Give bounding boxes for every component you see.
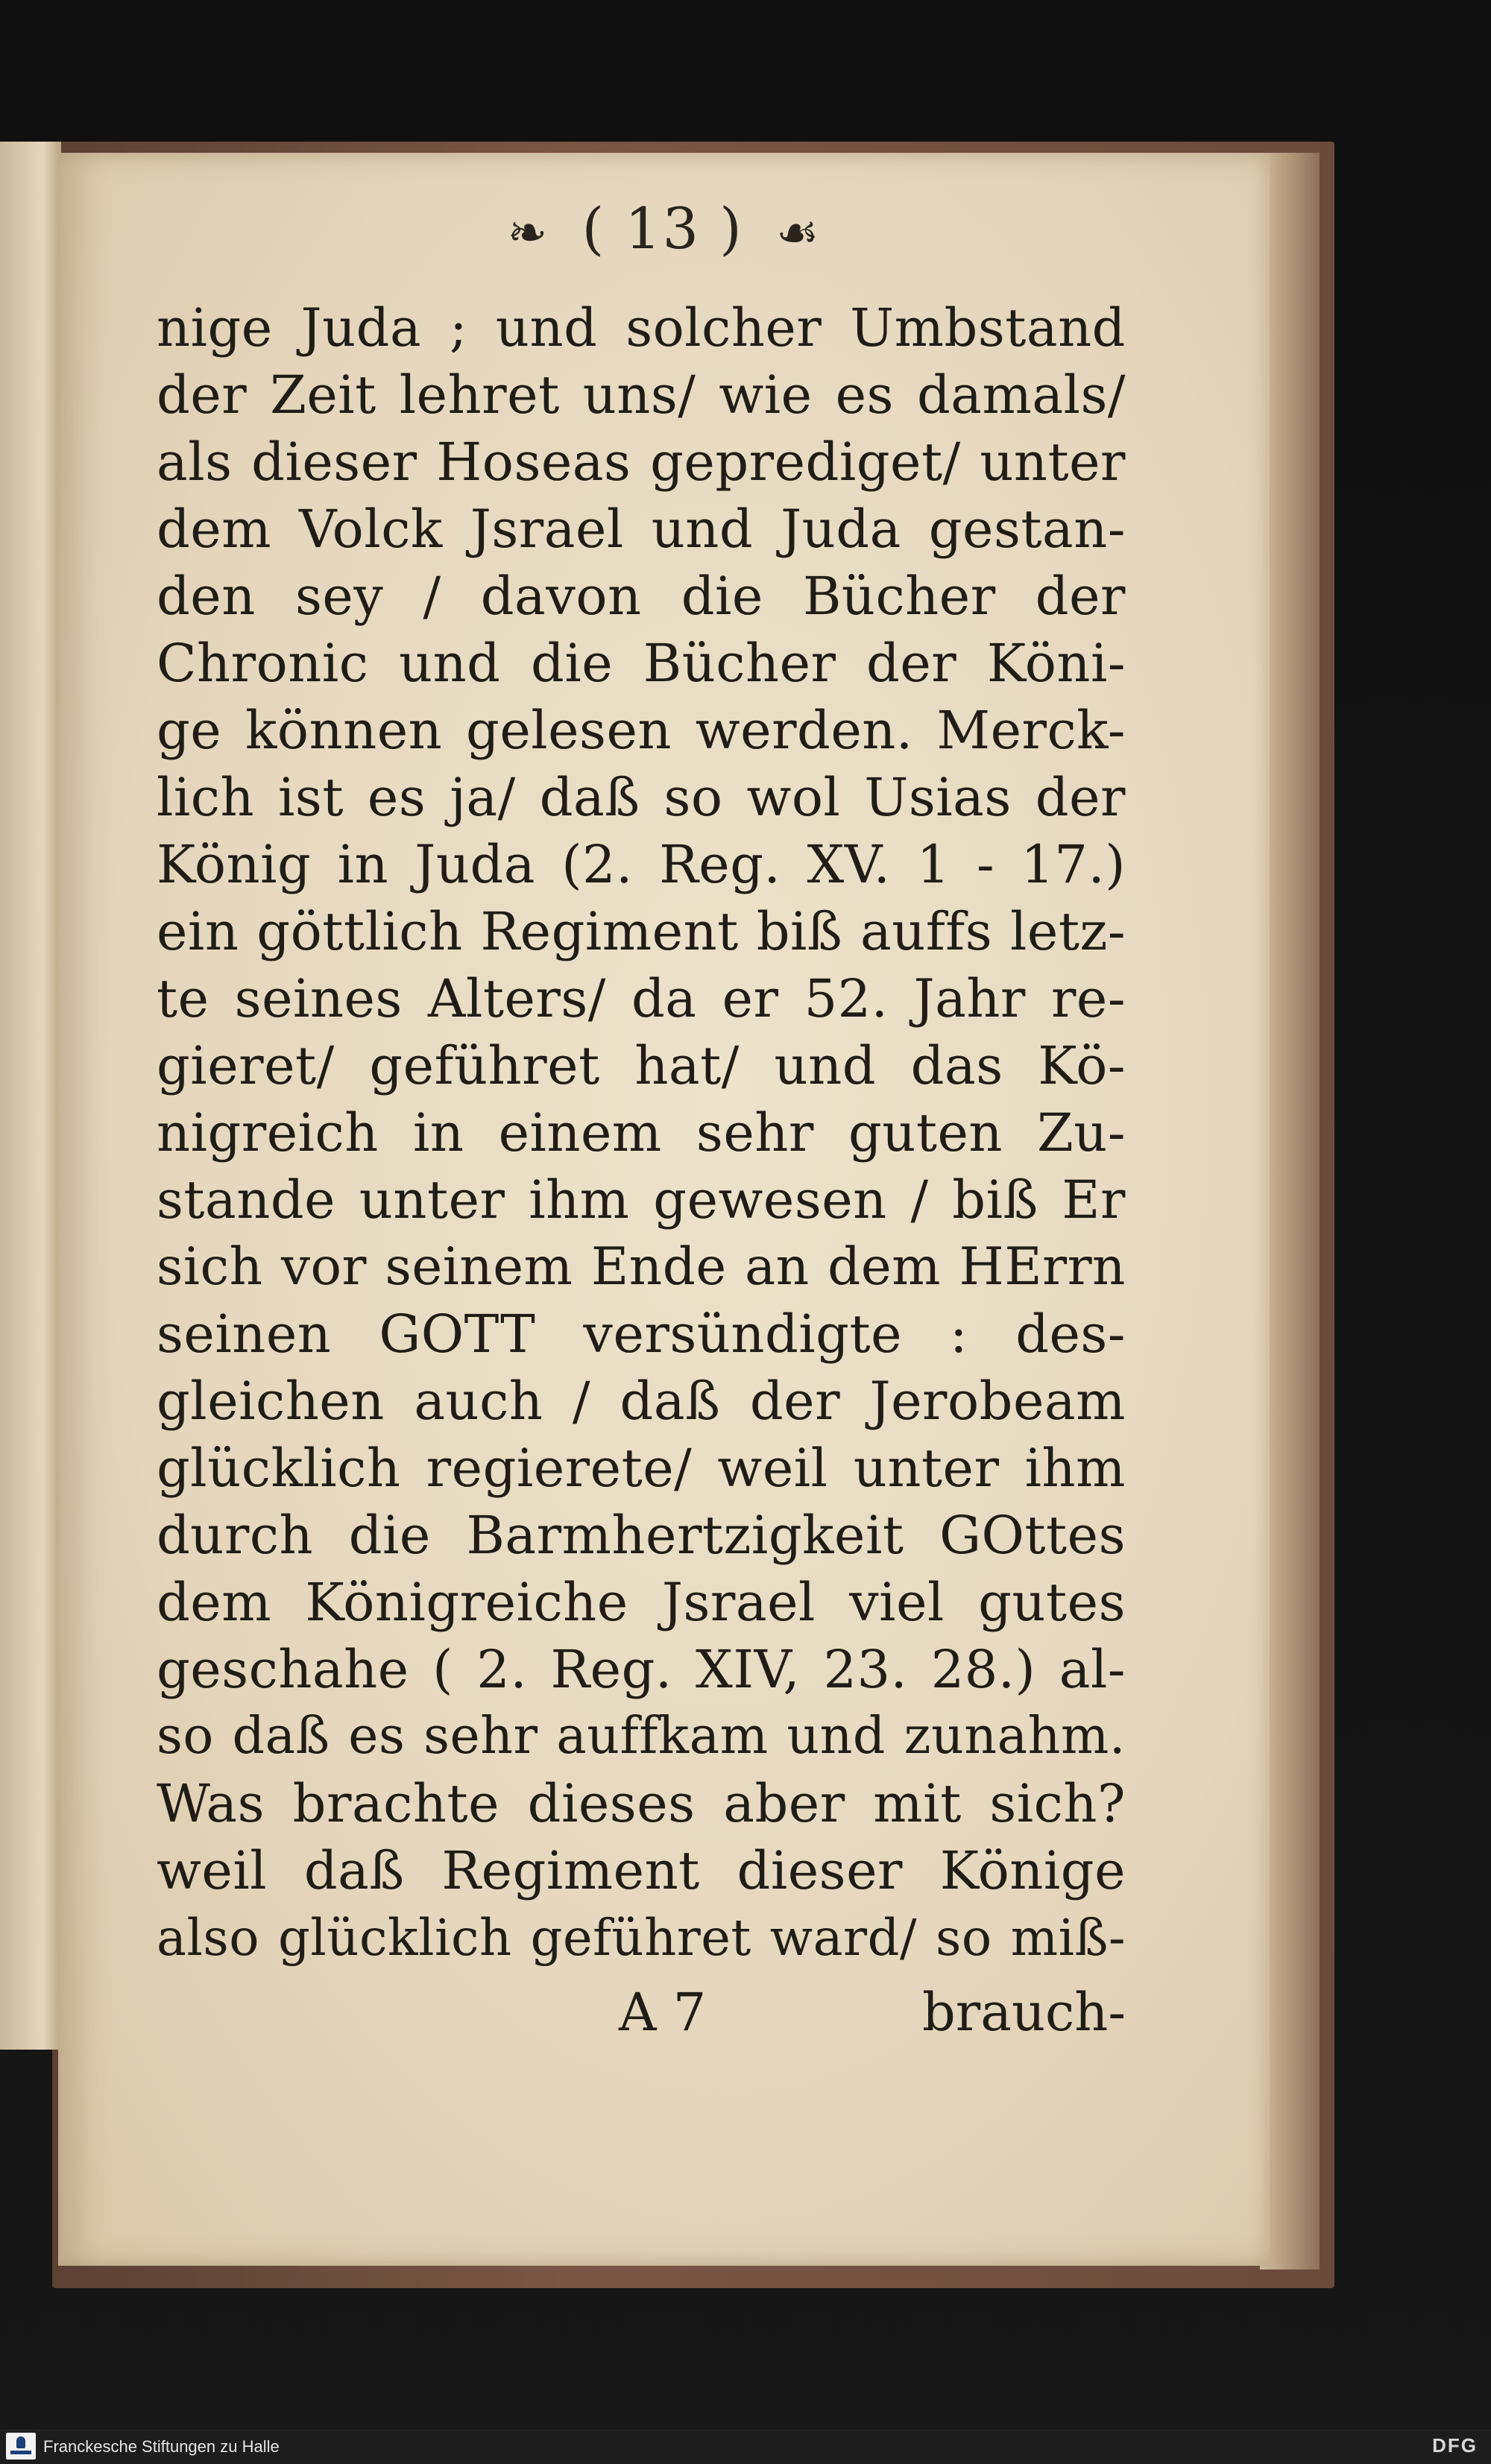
signature-mark: A 7 bbox=[619, 1982, 707, 2043]
text-line: dem Volck Jsrael und Juda gestan- bbox=[157, 499, 1126, 560]
catchword: brauch- bbox=[921, 1982, 1126, 2043]
body-text bbox=[157, 294, 1126, 1971]
page-number: ( 13 ) bbox=[581, 195, 743, 262]
text-line: glücklich regierete/ weil unter ihm bbox=[157, 1438, 1126, 1499]
text-line: ge können gelesen werden. Merck- bbox=[157, 700, 1126, 761]
dfg-logo: DFG bbox=[1432, 2434, 1478, 2457]
text-line: gieret/ geführet hat/ und das Kö- bbox=[157, 1035, 1126, 1096]
text-line: te seines Alters/ da er 52. Jahr re- bbox=[157, 968, 1126, 1029]
text-line: ein göttlich Regiment biß auffs letz- bbox=[157, 901, 1126, 962]
text-line: stande unter ihm gewesen / biß Er bbox=[157, 1169, 1126, 1231]
text-line: als dieser Hoseas geprediget/ unter bbox=[157, 432, 1126, 493]
text-line: nige Juda ; und solcher Umbstand bbox=[157, 297, 1126, 358]
institution-logo-icon bbox=[6, 2433, 36, 2460]
text-line: König in Juda (2. Reg. XV. 1 - 17.) bbox=[157, 834, 1126, 895]
page-header bbox=[58, 195, 1270, 262]
text-line: lich ist es ja/ daß so wol Usias der bbox=[157, 767, 1126, 828]
text-line: so daß es sehr auffkam und zunahm. bbox=[157, 1707, 1126, 1766]
text-line: sich vor seinem Ende an dem HErrn bbox=[157, 1237, 1126, 1297]
text-line: den sey / davon die Bücher der bbox=[157, 566, 1126, 627]
text-line: weil daß Regiment dieser Könige bbox=[157, 1840, 1126, 1901]
text-line: Chronic und die Bücher der Köni- bbox=[157, 633, 1126, 694]
left-page-edge bbox=[0, 142, 61, 2050]
text-line: dem Königreiche Jsrael viel gutes bbox=[157, 1572, 1126, 1633]
text-line: Was brachte dieses aber mit sich? bbox=[157, 1773, 1126, 1834]
ornament-right-icon: ☙ bbox=[775, 206, 821, 261]
ornament-left-icon: ❧ bbox=[507, 206, 549, 261]
text-line: nigreich in einem sehr guten Zu- bbox=[157, 1102, 1126, 1163]
text-line: gleichen auch / daß der Jerobeam bbox=[157, 1371, 1126, 1432]
text-line: also glücklich geführet ward/ so miß- bbox=[157, 1909, 1126, 1967]
page-footer bbox=[157, 1979, 1126, 2046]
text-line: der Zeit lehret uns/ wie es damals/ bbox=[157, 364, 1126, 426]
text-line: seinen GOTT versündigte : des- bbox=[157, 1304, 1126, 1365]
text-line: geschahe ( 2. Reg. XIV, 23. 28.) al- bbox=[157, 1639, 1126, 1700]
institution-name: Franckesche Stiftungen zu Halle bbox=[43, 2437, 280, 2456]
text-line: durch die Barmhertzigkeit GOttes bbox=[157, 1505, 1126, 1566]
